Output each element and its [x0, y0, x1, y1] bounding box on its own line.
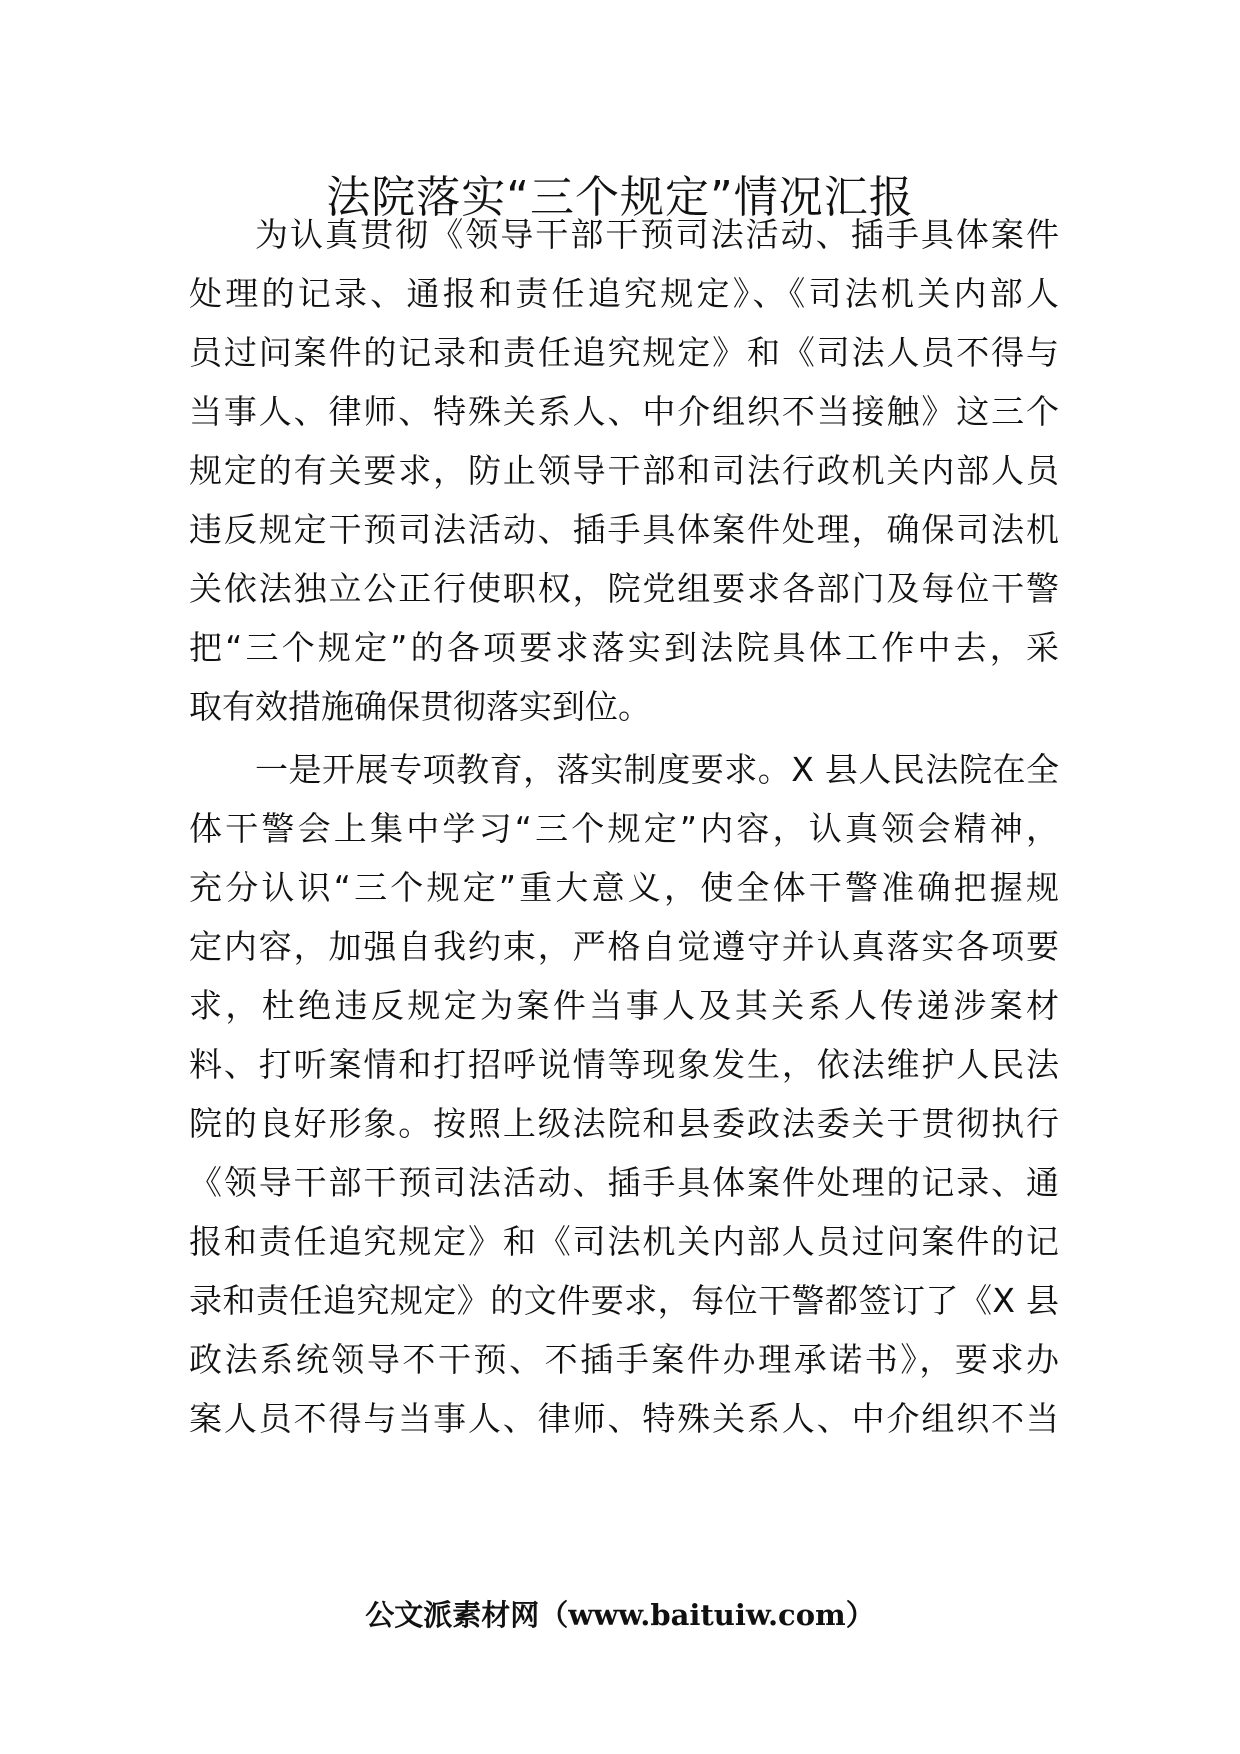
- paragraph-line: 报和责任追究规定》和《司法机关内部人员过问案件的记: [189, 1222, 1059, 1261]
- paragraph-line: 充分认识“三个规定”重大意义，使全体干警准确把握规: [189, 868, 1059, 907]
- paragraph-line: 《领导干部干预司法活动、插手具体案件处理的记录、通: [189, 1163, 1059, 1202]
- paragraph-line: 录和责任追究规定》的文件要求，每位干警都签订了《X 县: [189, 1281, 1059, 1320]
- paragraph-line: 体干警会上集中学习“三个规定”内容，认真领会精神，: [189, 809, 1059, 848]
- paragraph-line: 一是开展专项教育，落实制度要求。X 县人民法院在全: [255, 750, 1059, 789]
- paragraph-line: 员过问案件的记录和责任追究规定》和《司法人员不得与: [189, 333, 1059, 372]
- paragraph-line: 院的良好形象。按照上级法院和县委政法委关于贯彻执行: [189, 1104, 1059, 1143]
- paragraph-line: 处理的记录、通报和责任追究规定》、《司法机关内部人: [189, 274, 1059, 313]
- paragraph-line: 把“三个规定”的各项要求落实到法院具体工作中去，采: [189, 628, 1059, 667]
- paragraph-line: 求，杜绝违反规定为案件当事人及其关系人传递涉案材: [189, 986, 1059, 1025]
- paragraph-line: 违反规定干预司法活动、插手具体案件处理，确保司法机: [189, 510, 1059, 549]
- paragraph-line: 取有效措施确保贯彻落实到位。: [189, 687, 651, 726]
- footer-watermark: 公文派素材网（www.baituiw.com）: [365, 1598, 875, 1632]
- paragraph-line: 定内容，加强自我约束，严格自觉遵守并认真落实各项要: [189, 927, 1059, 966]
- paragraph-line: 为认真贯彻《领导干部干预司法活动、插手具体案件: [255, 215, 1059, 254]
- paragraph-line: 关依法独立公正行使职权，院党组要求各部门及每位干警: [189, 569, 1059, 608]
- paragraph-line: 政法系统领导不干预、不插手案件办理承诺书》，要求办: [189, 1340, 1059, 1379]
- document-title: 法院落实“三个规定”情况汇报: [326, 172, 914, 223]
- paragraph-line: 规定的有关要求，防止领导干部和司法行政机关内部人员: [189, 451, 1059, 490]
- paragraph-line: 当事人、律师、特殊关系人、中介组织不当接触》这三个: [189, 392, 1059, 431]
- paragraph-line: 料、打听案情和打招呼说情等现象发生，依法维护人民法: [189, 1045, 1059, 1084]
- paragraph-line: 案人员不得与当事人、律师、特殊关系人、中介组织不当: [189, 1399, 1059, 1438]
